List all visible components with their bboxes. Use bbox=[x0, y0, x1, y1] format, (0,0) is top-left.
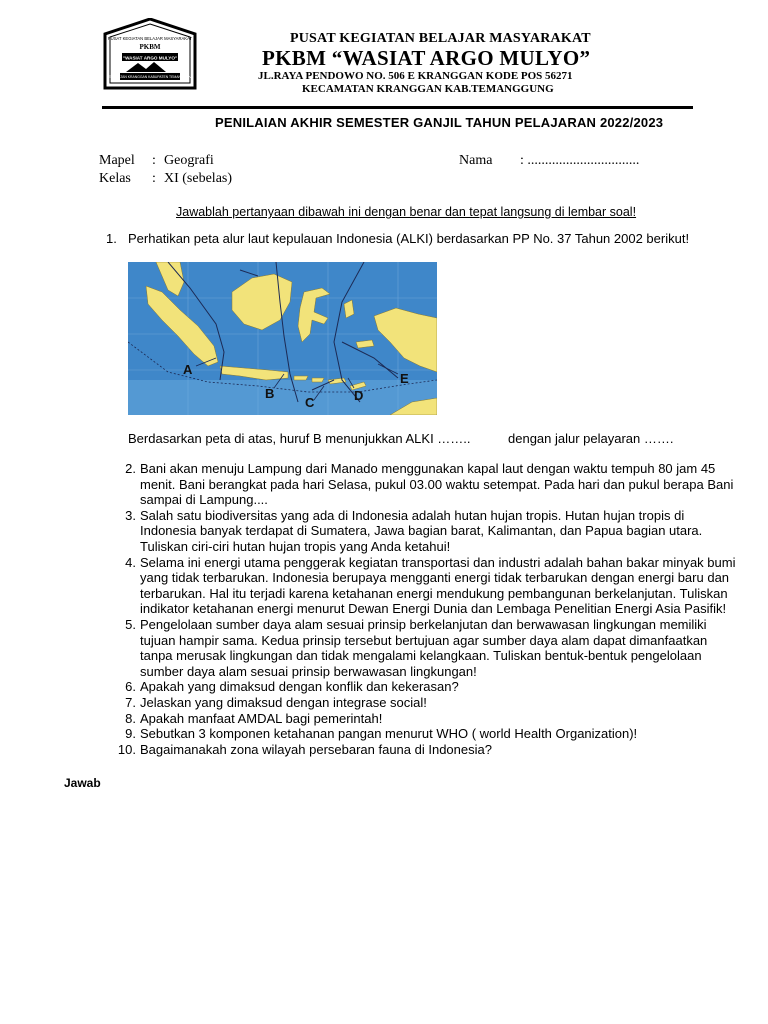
organization-title: PUSAT KEGIATAN BELAJAR MASYARAKAT bbox=[290, 31, 591, 46]
question-item bbox=[113, 742, 753, 758]
mapel-separator: : bbox=[152, 153, 156, 168]
kelas-value: XI (sebelas) bbox=[164, 171, 233, 186]
question-number: 2. bbox=[125, 461, 136, 476]
question-text: Sebutkan 3 komponen ketahanan pangan menurut WHO ( world Health Organization)! bbox=[140, 726, 638, 742]
question-item bbox=[113, 508, 753, 555]
map-label-b: B bbox=[265, 386, 275, 401]
question-item bbox=[113, 695, 753, 711]
map-label-c: C bbox=[305, 395, 315, 410]
question-text: Bani akan menuju Lampung dari Manado menggunakan kapal laut dengan waktu tempuh 80 jam 45 menit. Bani berangkat pada hari Selasa, pukul 03.00 waktu setempat. Pada hari dan pukul berapa Bani sampai di Lampung.... bbox=[140, 461, 734, 508]
mapel-value: Geografi bbox=[164, 153, 214, 168]
mapel-label: Mapel bbox=[99, 153, 135, 168]
question-text: Selama ini energi utama penggerak kegiatan transportasi dan industri adalah bahan bakar minyak bumi yang tidak terbarukan. Indonesia berupaya mengganti energi tidak terbarukan dengan energi baru dan terbarukan. Hal itu terjadi karena ketahanan energi mendukung pembangunan berkelanjutan. Tuliskan indikator ketahanan energi menurut Dewan Energi Dunia dan Lembaga Penelitian Energi Asia Pasifik! bbox=[140, 554, 736, 617]
map-label-a: A bbox=[183, 362, 193, 377]
question-number: 10. bbox=[117, 741, 136, 757]
svg-text:PUSAT KEGIATAN BELAJAR MASYARA: PUSAT KEGIATAN BELAJAR MASYARAKAT bbox=[107, 36, 193, 41]
question-item bbox=[113, 679, 753, 695]
institution-name: PKBM “WASIAT ARGO MULYO” bbox=[262, 46, 591, 70]
question-item bbox=[113, 461, 753, 508]
kelas-label: Kelas bbox=[99, 171, 131, 186]
alki-map bbox=[128, 262, 437, 415]
question-text: Perhatikan peta alur laut kepulauan Indonesia (ALKI) berdasarkan PP No. 37 Tahun 2002 berikut! bbox=[128, 231, 690, 246]
institution-address: JL.RAYA PENDOWO NO. 506 E KRANGGAN KODE POS 56271 bbox=[258, 70, 573, 82]
map-label-d: D bbox=[354, 388, 364, 403]
instruction-text: Jawablah pertanyaan dibawah ini dengan benar dan tepat langsung di lembar soal! bbox=[176, 205, 637, 219]
question-text: Bagaimanakah zona wilayah persebaran fauna di Indonesia? bbox=[140, 741, 492, 757]
map-question-part-b: dengan jalur pelayaran ……. bbox=[508, 431, 674, 446]
svg-text:PKBM: PKBM bbox=[139, 43, 161, 51]
nama-field: : ................................ bbox=[520, 153, 640, 168]
question-number: 4. bbox=[125, 554, 136, 570]
pkbm-logo bbox=[102, 18, 198, 90]
question-text: Apakah manfaat AMDAL bagi pemerintah! bbox=[140, 710, 383, 726]
question-number: 1. bbox=[106, 231, 117, 246]
question-number: 8. bbox=[125, 710, 136, 726]
map-label-e: E bbox=[400, 371, 409, 386]
answer-label: Jawab bbox=[64, 776, 101, 790]
question-number: 6. bbox=[125, 679, 136, 695]
question-text: Jelaskan yang dimaksud dengan integrase social! bbox=[140, 694, 427, 710]
question-number: 5. bbox=[125, 616, 136, 632]
question-text: Pengelolaan sumber daya alam sesuai prinsip berkelanjutan dan berwawasan lingkungan memiliki tujuan hampir sama. Kedua prinsip tersebut bertujuan agar sumber daya alam dapat dimanfaatkan tanpa merusak lingkungan dan tidak mengalami kelangkaan. Tuliskan bentuk-bentuk pengelolaan sumber daya alam sesuai prinsip berwawasan lingkungan! bbox=[140, 616, 708, 679]
question-text: Apakah yang dimaksud dengan konflik dan kekerasan? bbox=[140, 679, 459, 695]
kelas-separator: : bbox=[152, 171, 156, 186]
svg-text:KECAMATAN KRANGGAN KABUPATEN T: KECAMATAN KRANGGAN KABUPATEN TEMANGGUNG bbox=[106, 75, 194, 79]
question-text: Salah satu biodiversitas yang ada di Indonesia adalah hutan hujan tropis. Hutan hujan tropis di Indonesia banyak terdapat di Sumatera, Jawa bagian barat, Kalimantan, dan Papua bagian utara. Tuliskan ciri-ciri hutan hujan tropis yang Anda ketahui! bbox=[140, 507, 703, 554]
question-item bbox=[113, 555, 753, 617]
question-item bbox=[113, 726, 753, 742]
question-item bbox=[113, 711, 753, 727]
institution-district: KECAMATAN KRANGGAN KAB.TEMANGGUNG bbox=[302, 83, 554, 95]
svg-text:"WASIAT ARGO MULYO": "WASIAT ARGO MULYO" bbox=[122, 55, 178, 61]
question-item bbox=[113, 617, 753, 679]
header-divider bbox=[102, 106, 693, 109]
nama-label: Nama bbox=[459, 153, 493, 168]
map-question-part-a: Berdasarkan peta di atas, huruf B menunjukkan ALKI …….. bbox=[128, 431, 471, 446]
question-number: 7. bbox=[125, 694, 136, 710]
exam-title: PENILAIAN AKHIR SEMESTER GANJIL TAHUN PELAJARAN 2022/2023 bbox=[215, 115, 664, 130]
question-number: 9. bbox=[125, 726, 136, 742]
question-number: 3. bbox=[125, 507, 136, 523]
question-list bbox=[113, 461, 753, 757]
